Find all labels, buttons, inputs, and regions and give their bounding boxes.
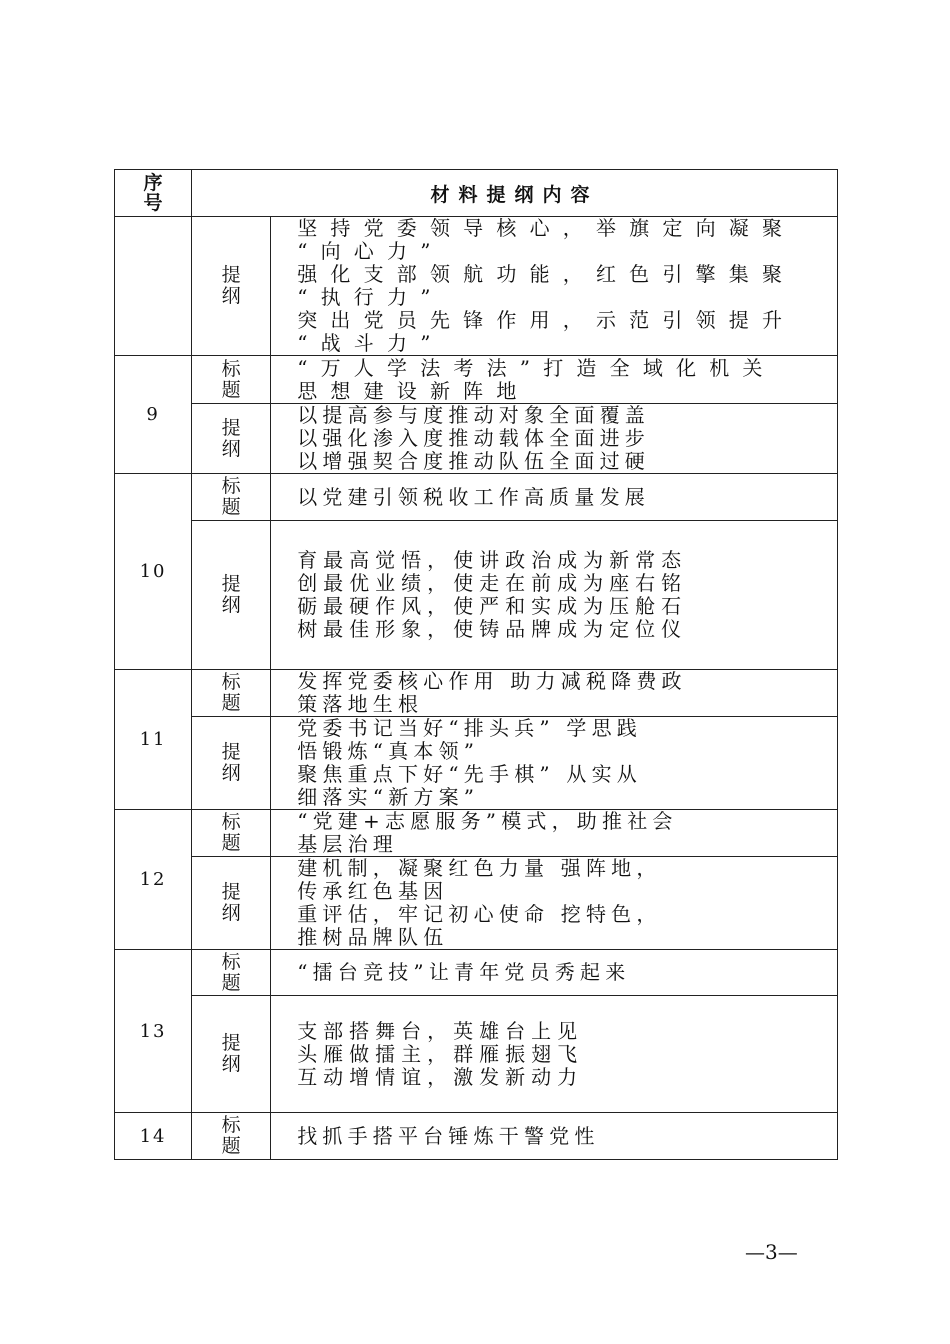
text-line: “向心力” <box>297 240 444 263</box>
text-line: 育最高觉悟，使讲政治成为新常态 <box>297 549 688 572</box>
text-line: “执行力” <box>297 286 444 309</box>
text-line: 推树品牌队伍 <box>297 926 449 949</box>
header-content: 材料提纲内容 <box>192 170 838 217</box>
row-seq: 14 <box>115 1113 192 1160</box>
table-row <box>115 810 838 857</box>
table-row <box>115 717 838 810</box>
title-content <box>271 810 838 857</box>
text-line: “擂台竞技”让青年党员秀起来 <box>297 961 631 984</box>
text-line: 思想建设新阵地 <box>297 379 530 403</box>
text-line: “党建+志愿服务”模式，助推社会 <box>297 810 678 833</box>
title-label: 标 题 <box>192 474 271 521</box>
row-seq: 9 <box>115 356 192 474</box>
outline-content <box>271 996 838 1113</box>
table-row <box>115 474 838 521</box>
title-content <box>271 950 838 996</box>
text-line: “战斗力” <box>297 332 444 355</box>
row-seq: 12 <box>115 810 192 950</box>
text-line: 树最佳形象，使铸品牌成为定位仪 <box>297 618 688 641</box>
row-seq: 11 <box>115 670 192 810</box>
outline-content <box>271 217 838 356</box>
text-line: 基层治理 <box>297 833 398 856</box>
text-line: 细落实“新方案” <box>297 786 480 809</box>
row-seq <box>115 217 192 356</box>
text-line: 创最优业绩，使走在前成为座右铭 <box>297 572 688 595</box>
row-seq: 10 <box>115 474 192 670</box>
outline-content <box>271 857 838 950</box>
text-line: 以党建引领税收工作高质量发展 <box>297 485 650 509</box>
outline-content <box>271 521 838 670</box>
outline-label: 提 纲 <box>192 996 271 1113</box>
header-seq <box>115 170 192 217</box>
text-line: 重评估，牢记初心使命 挖特色， <box>297 903 662 926</box>
text-line: 找抓手搭平台锤炼干警党性 <box>297 1124 600 1148</box>
content-table <box>114 169 838 1160</box>
text-line: 聚焦重点下好“先手棋” 从实从 <box>297 763 642 786</box>
outline-content <box>271 404 838 474</box>
text-line: 以增强契合度推动队伍全面过硬 <box>297 450 650 473</box>
table-row <box>115 356 838 404</box>
text-line: 建机制，凝聚红色力量 强阵地， <box>297 857 662 880</box>
table-header-row <box>115 170 838 217</box>
title-label: 标 题 <box>192 670 271 717</box>
outline-label: 提 纲 <box>192 717 271 810</box>
table-row <box>115 521 838 670</box>
text-line: 强化支部领航功能，红色引擎集聚 <box>297 263 796 286</box>
title-content <box>271 356 838 404</box>
text-line: 坚持党委领导核心，举旗定向凝聚 <box>297 217 796 240</box>
page-number: —3— <box>745 1240 798 1264</box>
table-row <box>115 857 838 950</box>
outline-content <box>271 717 838 810</box>
outline-label: 提 纲 <box>192 404 271 474</box>
text-line: 发挥党委核心作用 助力减税降费政 <box>297 670 687 693</box>
text-line: 突出党员先锋作用，示范引领提升 <box>297 309 796 332</box>
text-line: 党委书记当好“排头兵” 学思践 <box>297 717 642 740</box>
table-row <box>115 1113 838 1160</box>
table-row <box>115 404 838 474</box>
title-label: 标 题 <box>192 356 271 404</box>
text-line: 策落地生根 <box>297 693 424 716</box>
text-line: 支部搭舞台，英雄台上见 <box>297 1019 584 1043</box>
text-line: 互动增情谊，激发新动力 <box>297 1065 584 1089</box>
table-row <box>115 670 838 717</box>
table-row <box>115 996 838 1113</box>
title-label: 标 题 <box>192 950 271 996</box>
text-line: 头雁做擂主，群雁振翅飞 <box>297 1042 584 1066</box>
outline-label: 提 纲 <box>192 217 271 356</box>
table-row <box>115 950 838 996</box>
text-line: 以提高参与度推动对象全面覆盖 <box>297 404 650 427</box>
text-line: 以强化渗入度推动载体全面进步 <box>297 427 650 450</box>
outline-label: 提 纲 <box>192 521 271 670</box>
title-content <box>271 670 838 717</box>
text-line: 传承红色基因 <box>297 880 449 903</box>
text-line: “万人学法考法”打造全域化机关 <box>297 356 776 380</box>
outline-label: 提 纲 <box>192 857 271 950</box>
title-content <box>271 1113 838 1160</box>
table-row <box>115 217 838 356</box>
row-seq: 13 <box>115 950 192 1113</box>
header-seq-line1: 序 <box>143 172 163 194</box>
text-line: 悟锻炼“真本领” <box>297 740 480 763</box>
text-line: 砺最硬作风，使严和实成为压舱石 <box>297 595 688 618</box>
title-label: 标 题 <box>192 1113 271 1160</box>
title-content <box>271 474 838 521</box>
header-seq-line2: 号 <box>143 192 163 214</box>
title-label: 标 题 <box>192 810 271 857</box>
